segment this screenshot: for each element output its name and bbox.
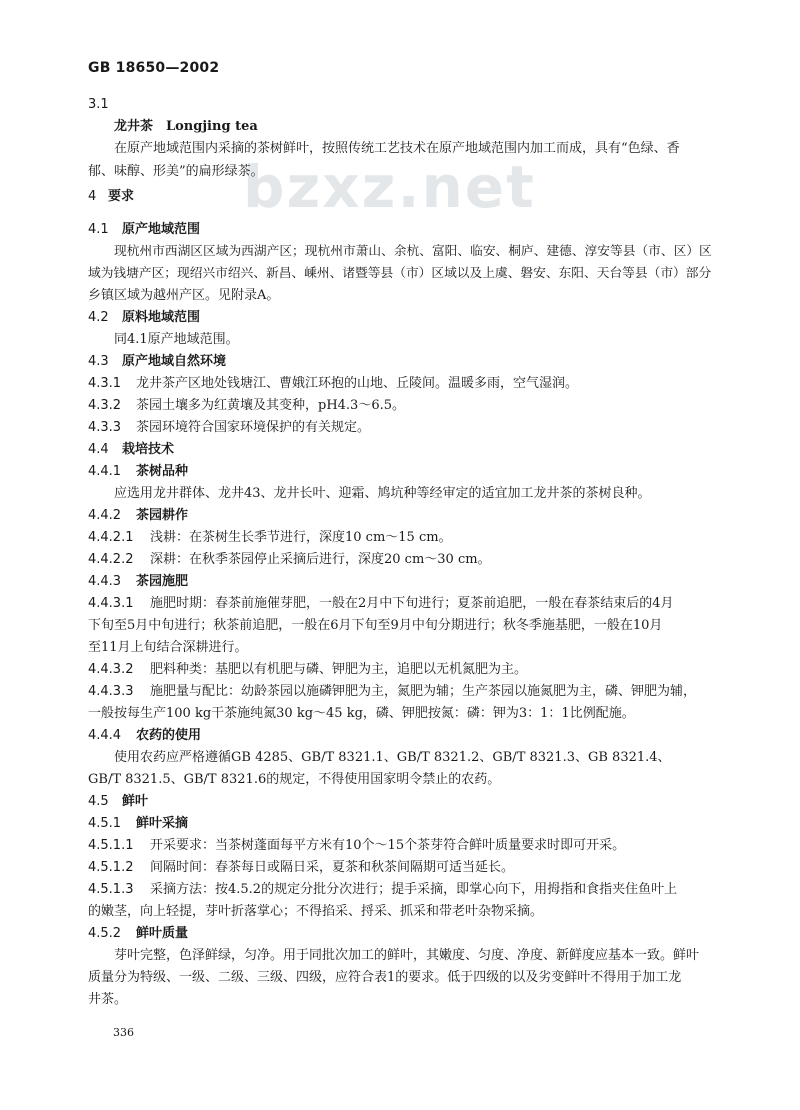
paragraph-line: 同4.1原产地域范围。	[114, 332, 239, 347]
clause-text: 一般按每生产100 kg干茶施纯氮30 kg～45 kg，磷、钾肥按氮：磷：钾为3：1：1比例配施。	[88, 706, 635, 721]
clause-number: 4.4.4	[88, 728, 122, 743]
term-definition: 在原产地域范围内采摘的茶树鲜叶，按照传统工艺技术在原产地域范围内加工而成，具有“色绿、香	[114, 141, 680, 156]
clause-number: 4.3.1	[88, 376, 122, 391]
clause-title: 茶园施肥	[136, 574, 189, 589]
clause-text: 茶园土壤多为红黄壤及其变种，pH4.3～6.5。	[136, 398, 406, 413]
paragraph-line: 现杭州市西湖区区域为西湖产区；现杭州市萧山、余杭、富阳、临安、桐庐、建德、淳安等县（市、区）区	[114, 243, 712, 258]
page-number: 336	[113, 1026, 134, 1039]
clause-number: 4.3	[88, 354, 109, 369]
section-number: 4	[88, 189, 97, 204]
clause-number: 4.5.2	[88, 926, 122, 941]
clause-number: 4.5	[88, 794, 109, 809]
clause-number: 4.4.2.2	[88, 552, 134, 567]
paragraph-line: 域为钱塘产区；现绍兴市绍兴、新昌、嵊州、诸暨等县（市）区域以及上虞、磐安、东阳、天台等县（市）部分	[88, 266, 712, 281]
clause-text: 下旬至5月中旬进行；秋茶前追肥，一般在6月下旬至9月中旬分期进行；秋冬季施基肥，一般在10月	[88, 618, 663, 633]
paragraph-line: 井茶。	[88, 992, 128, 1007]
clause-title: 原产地域范围	[122, 222, 201, 237]
clause-number: 4.4.2.1	[88, 530, 134, 545]
term-definition: 郁、味醇、形美”的扁形绿茶。	[88, 164, 264, 179]
clause-title: 茶园耕作	[136, 508, 189, 523]
clause-number: 4.5.1.3	[88, 882, 134, 897]
clause-number: 4.4	[88, 442, 109, 457]
clause-text: 深耕：在秋季茶园停止采摘后进行，深度20 cm～30 cm。	[150, 552, 491, 567]
paragraph-line: 质量分为特级、一级、二级、三级、四级，应符合表1的要求。低于四级的以及劣变鲜叶不得用于加工龙	[88, 970, 682, 985]
clause-title: 茶树品种	[136, 464, 189, 479]
clause-text: 浅耕：在茶树生长季节进行，深度10 cm～15 cm。	[150, 530, 452, 545]
clause-text: 肥料种类：基肥以有机肥与磷、钾肥为主，追肥以无机氮肥为主。	[150, 662, 528, 677]
paragraph-line: GB/T 8321.5、GB/T 8321.6的规定，不得使用国家明令禁止的农药。	[88, 772, 501, 787]
clause-title: 鲜叶采摘	[136, 816, 189, 831]
paragraph-line: 芽叶完整，色泽鲜绿，匀净。用于同批次加工的鲜叶，其嫩度、匀度、净度、新鲜度应基本一致。鲜叶	[114, 948, 700, 963]
clause-text: 施肥时期：春茶前施催芽肥，一般在2月中下旬进行；夏茶前追肥，一般在春茶结束后的4月	[150, 596, 674, 611]
clause-number: 4.3.2	[88, 398, 122, 413]
paragraph-line: 乡镇区域为越州产区。见附录A。	[88, 288, 280, 303]
clause-text: 龙井茶产区地处钱塘江、曹娥江环抱的山地、丘陵间。温暖多雨，空气湿润。	[136, 376, 579, 391]
clause-number: 4.5.1	[88, 816, 122, 831]
paragraph-line: 使用农药应严格遵循GB 4285、GB/T 8321.1、GB/T 8321.2、GB/T 8321.3、GB 8321.4、	[114, 750, 671, 765]
clause-number: 4.3.3	[88, 420, 122, 435]
clause-number: 3.1	[88, 97, 109, 112]
term-title: 龙井茶 Longjing tea	[114, 119, 258, 134]
watermark: bzxz.net	[243, 153, 536, 221]
clause-number: 4.4.1	[88, 464, 122, 479]
clause-text: 施肥量与配比：幼龄茶园以施磷钾肥为主，氮肥为辅；生产茶园以施氮肥为主，磷、钾肥为辅，	[150, 684, 697, 699]
clause-title: 原料地域范围	[122, 310, 201, 325]
clause-number: 4.5.1.2	[88, 860, 134, 875]
clause-text: 开采要求：当茶树蓬面每平方米有10个～15个茶芽符合鲜叶质量要求时即可开采。	[150, 838, 626, 853]
clause-text: 间隔时间：春茶每日或隔日采，夏茶和秋茶间隔期可适当延长。	[150, 860, 515, 875]
clause-title: 鲜叶质量	[136, 926, 189, 941]
clause-title: 鲜叶	[122, 794, 149, 809]
clause-number: 4.4.2	[88, 508, 122, 523]
clause-text: 茶园环境符合国家环境保护的有关规定。	[136, 420, 371, 435]
standard-number-header: GB 18650—2002	[88, 60, 220, 76]
paragraph-line: 应选用龙井群体、龙井43、龙井长叶、迎霜、鸠坑种等经审定的适宜加工龙井茶的茶树良种。	[114, 486, 651, 501]
clause-number: 4.4.3.2	[88, 662, 134, 677]
clause-title: 农药的使用	[136, 728, 202, 743]
clause-title: 栽培技术	[122, 442, 175, 457]
clause-text: 至11月上旬结合深耕进行。	[88, 640, 248, 655]
clause-number: 4.2	[88, 310, 109, 325]
section-title: 要求	[108, 189, 135, 204]
clause-text: 的嫩茎，向上轻提，芽叶折落掌心；不得掐采、捋采、抓采和带老叶杂物采摘。	[88, 904, 544, 919]
clause-number: 4.4.3.1	[88, 596, 134, 611]
clause-text: 采摘方法：按4.5.2的规定分批分次进行；提手采摘，即掌心向下，用拇指和食指夹住鱼叶上	[150, 882, 678, 897]
clause-number: 4.4.3	[88, 574, 122, 589]
clause-title: 原产地域自然环境	[122, 354, 227, 369]
clause-number: 4.5.1.1	[88, 838, 134, 853]
clause-number: 4.4.3.3	[88, 684, 134, 699]
clause-number: 4.1	[88, 222, 109, 237]
